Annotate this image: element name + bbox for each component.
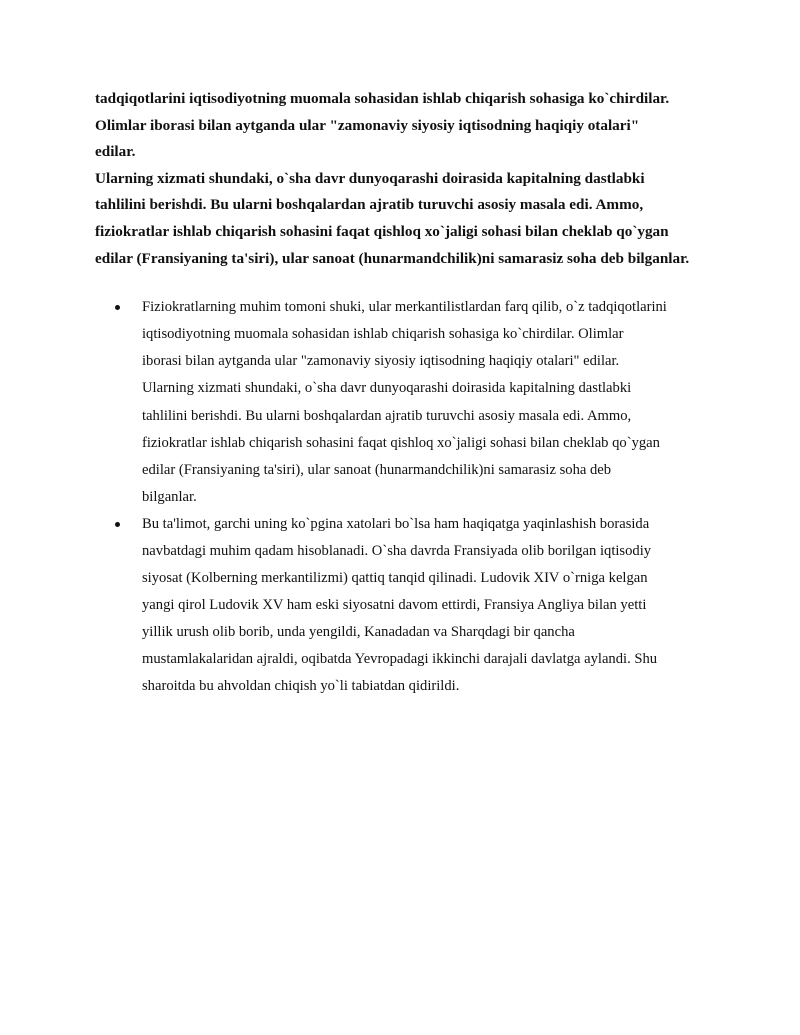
bullet-item bbox=[95, 294, 720, 511]
bullet-line: sharoitda bu ahvoldan chiqish yo`li tabiatdan qidirildi. bbox=[142, 678, 460, 695]
bullet-item bbox=[95, 511, 720, 701]
intro-line: Olimlar iborasi bilan aytganda ular "zamonaviy siyosiy iqtisodning haqiqiy otalari" bbox=[95, 116, 640, 134]
bullet-line: Bu ta'limot, garchi uning ko`pgina xatolari bo`lsa ham haqiqatga yaqinlashish borasida bbox=[142, 515, 650, 532]
intro-line: fiziokratlar ishlab chiqarish sohasini faqat qishloq xo`jaligi sohasi bilan cheklab qo`ygan bbox=[95, 222, 669, 240]
intro-line: Ularning xizmati shundaki, o`sha davr dunyoqarashi doirasida kapitalning dastlabki bbox=[95, 169, 645, 187]
bullet-dot-icon bbox=[115, 305, 120, 310]
bullet-dot-icon bbox=[115, 522, 120, 527]
bullet-line: bilganlar. bbox=[142, 488, 197, 505]
bullet-line: navbatdagi muhim qadam hisoblanadi. O`sha davrda Fransiyada olib borilgan iqtisodiy bbox=[142, 543, 652, 559]
bullet-line: edilar (Fransiyaning ta'siri), ular sanoat (hunarmandchilik)ni samarasiz soha deb bbox=[142, 461, 612, 478]
bullet-line: Fiziokratlarning muhim tomoni shuki, ular merkantilistlardan farq qilib, o`z tadqiqotlarini bbox=[142, 299, 667, 316]
bullet-line: yangi qirol Ludovik XV ham eski siyosatni davom ettirdi, Fransiya Angliya bilan yetti bbox=[142, 597, 647, 614]
intro-line: tadqiqotlarini iqtisodiyotning muomala sohasidan ishlab chiqarish sohasiga ko`chirdilar. bbox=[95, 90, 670, 107]
bullet-line: iqtisodiyotning muomala sohasidan ishlab chiqarish sohasiga ko`chirdilar. Olimlar bbox=[142, 326, 624, 343]
bullet-line: siyosat (Kolberning merkantilizmi) qattiq tanqid qilinadi. Ludovik XIV o`rniga kelgan bbox=[142, 570, 648, 587]
bullet-line: iborasi bilan aytganda ular "zamonaviy siyosiy iqtisodning haqiqiy otalari" edilar. bbox=[142, 353, 620, 370]
intro-line: edilar. bbox=[95, 143, 136, 161]
bullet-line: mustamlakalaridan ajraldi, oqibatda Yevropadagi ikkinchi darajali davlatga aylandi. Shu bbox=[142, 651, 658, 668]
intro-line: edilar (Fransiyaning ta'siri), ular sanoat (hunarmandchilik)ni samarasiz soha deb bilganlar. bbox=[95, 249, 690, 267]
bullet-line: yillik urush olib borib, unda yengildi, Kanadadan va Sharqdagi bir qancha bbox=[142, 624, 575, 641]
intro-paragraph bbox=[95, 86, 720, 272]
bullet-line: Ularning xizmati shundaki, o`sha davr dunyoqarashi doirasida kapitalning dastlabki bbox=[142, 380, 632, 397]
bullet-line: fiziokratlar ishlab chiqarish sohasini faqat qishloq xo`jaligi sohasi bilan cheklab qo`ygan bbox=[142, 434, 660, 451]
intro-line: tahlilini berishdi. Bu ularni boshqalardan ajratib turuvchi asosiy masala edi. Ammo, bbox=[95, 196, 644, 214]
bullet-line: tahlilini berishdi. Bu ularni boshqalardan ajratib turuvchi asosiy masala edi. Ammo, bbox=[142, 407, 632, 424]
bullet-list bbox=[95, 294, 720, 700]
